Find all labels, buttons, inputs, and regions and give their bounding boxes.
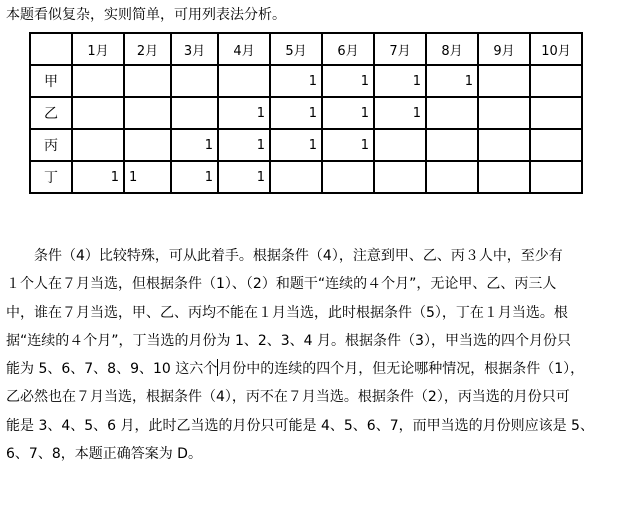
table-cell: [426, 97, 478, 129]
table-cell: [426, 161, 478, 193]
table-cell: 1: [322, 65, 374, 97]
analysis-line: 条件（4）比较特殊，可从此着手。根据条件（4），注意到甲、乙、丙３人中，至少有: [34, 248, 563, 264]
table-cell: [124, 129, 171, 161]
table-cell: [72, 129, 124, 161]
table-cell: 1: [322, 97, 374, 129]
table-cell: [270, 161, 322, 193]
table-cell: [530, 161, 582, 193]
table-row: [30, 161, 582, 193]
analysis-line-with-cursor: [6, 355, 618, 383]
table-cell: 1: [218, 97, 270, 129]
row-label: 乙: [30, 97, 72, 129]
table-cell: [72, 97, 124, 129]
table-cell: [124, 97, 171, 129]
analysis-line: 据“连续的４个月”，丁当选的月份为 1、2、3、4 月。根据条件（3），甲当选的四个月份只: [6, 332, 571, 349]
table-cell: 1: [270, 65, 322, 97]
analysis-line: 乙必然也在７月当选，根据条件（4），丙不在７月当选。根据条件（2），丙当选的月份只可: [6, 389, 570, 406]
table-cell: 1: [171, 129, 218, 161]
table-cell: [478, 97, 530, 129]
table-cell: [322, 161, 374, 193]
table-cell: [530, 129, 582, 161]
month-header: 7月: [374, 33, 426, 65]
table-cell: [374, 161, 426, 193]
table-cell: 1: [218, 129, 270, 161]
month-header: 1月: [72, 33, 124, 65]
table-cell: [218, 65, 270, 97]
row-label: 甲: [30, 65, 72, 97]
month-header: 9月: [478, 33, 530, 65]
table-cell: [374, 129, 426, 161]
table-cell: 1: [72, 161, 124, 193]
row-label: 丙: [30, 129, 72, 161]
analysis-line-part: 能为 5、6、7、8、9、10 这六个: [6, 361, 218, 378]
month-header: 3月: [171, 33, 218, 65]
analysis-line: 6、7、8，本题正确答案为 D。: [6, 446, 202, 463]
table-cell: [171, 97, 218, 129]
table-cell: 1: [322, 129, 374, 161]
table-row: [30, 129, 582, 161]
table-cell: 1: [218, 161, 270, 193]
table-cell: [478, 65, 530, 97]
analysis-line-part: 月份中的连续的四个月，但无论哪种情况，根据条件（1），: [218, 361, 585, 378]
table-row: [30, 97, 582, 129]
table-cell: [426, 129, 478, 161]
table-row: [30, 65, 582, 97]
analysis-paragraph: [6, 242, 618, 468]
table-cell: 1: [374, 97, 426, 129]
row-label: 丁: [30, 161, 72, 193]
table-header-row: [30, 33, 582, 65]
analysis-line: 中，谁在７月当选，甲、乙、丙均不能在１月当选，此时根据条件（5），丁在１月当选。根: [6, 304, 568, 321]
table-cell: 1: [426, 65, 478, 97]
analysis-line: １个人在７月当选，但根据条件（1）、（2）和题干“连续的４个月”，无论甲、乙、丙三人: [6, 276, 557, 293]
table-cell: 1: [270, 129, 322, 161]
table-cell: 1: [171, 161, 218, 193]
table-cell: [171, 65, 218, 97]
month-header: 10月: [530, 33, 582, 65]
analysis-line: 能是 3、4、5、6 月，此时乙当选的月份只可能是 4、5、6、7，而甲当选的月份则应该是 5、: [6, 417, 594, 434]
table-cell: [124, 65, 171, 97]
table-cell: [478, 129, 530, 161]
table-cell: 1: [270, 97, 322, 129]
table-cell: 1: [374, 65, 426, 97]
month-header: 5月: [270, 33, 322, 65]
table-cell: [478, 161, 530, 193]
month-header: 6月: [322, 33, 374, 65]
corner-cell: [30, 33, 72, 65]
table-cell: 1: [124, 161, 171, 193]
table-cell: [72, 65, 124, 97]
table-cell: [530, 65, 582, 97]
intro-text: 本题看似复杂，实则简单，可用列表法分析。: [6, 7, 286, 23]
month-header: 8月: [426, 33, 478, 65]
table-cell: [530, 97, 582, 129]
month-header: 2月: [124, 33, 171, 65]
month-header: 4月: [218, 33, 270, 65]
month-selection-table: [29, 32, 583, 194]
